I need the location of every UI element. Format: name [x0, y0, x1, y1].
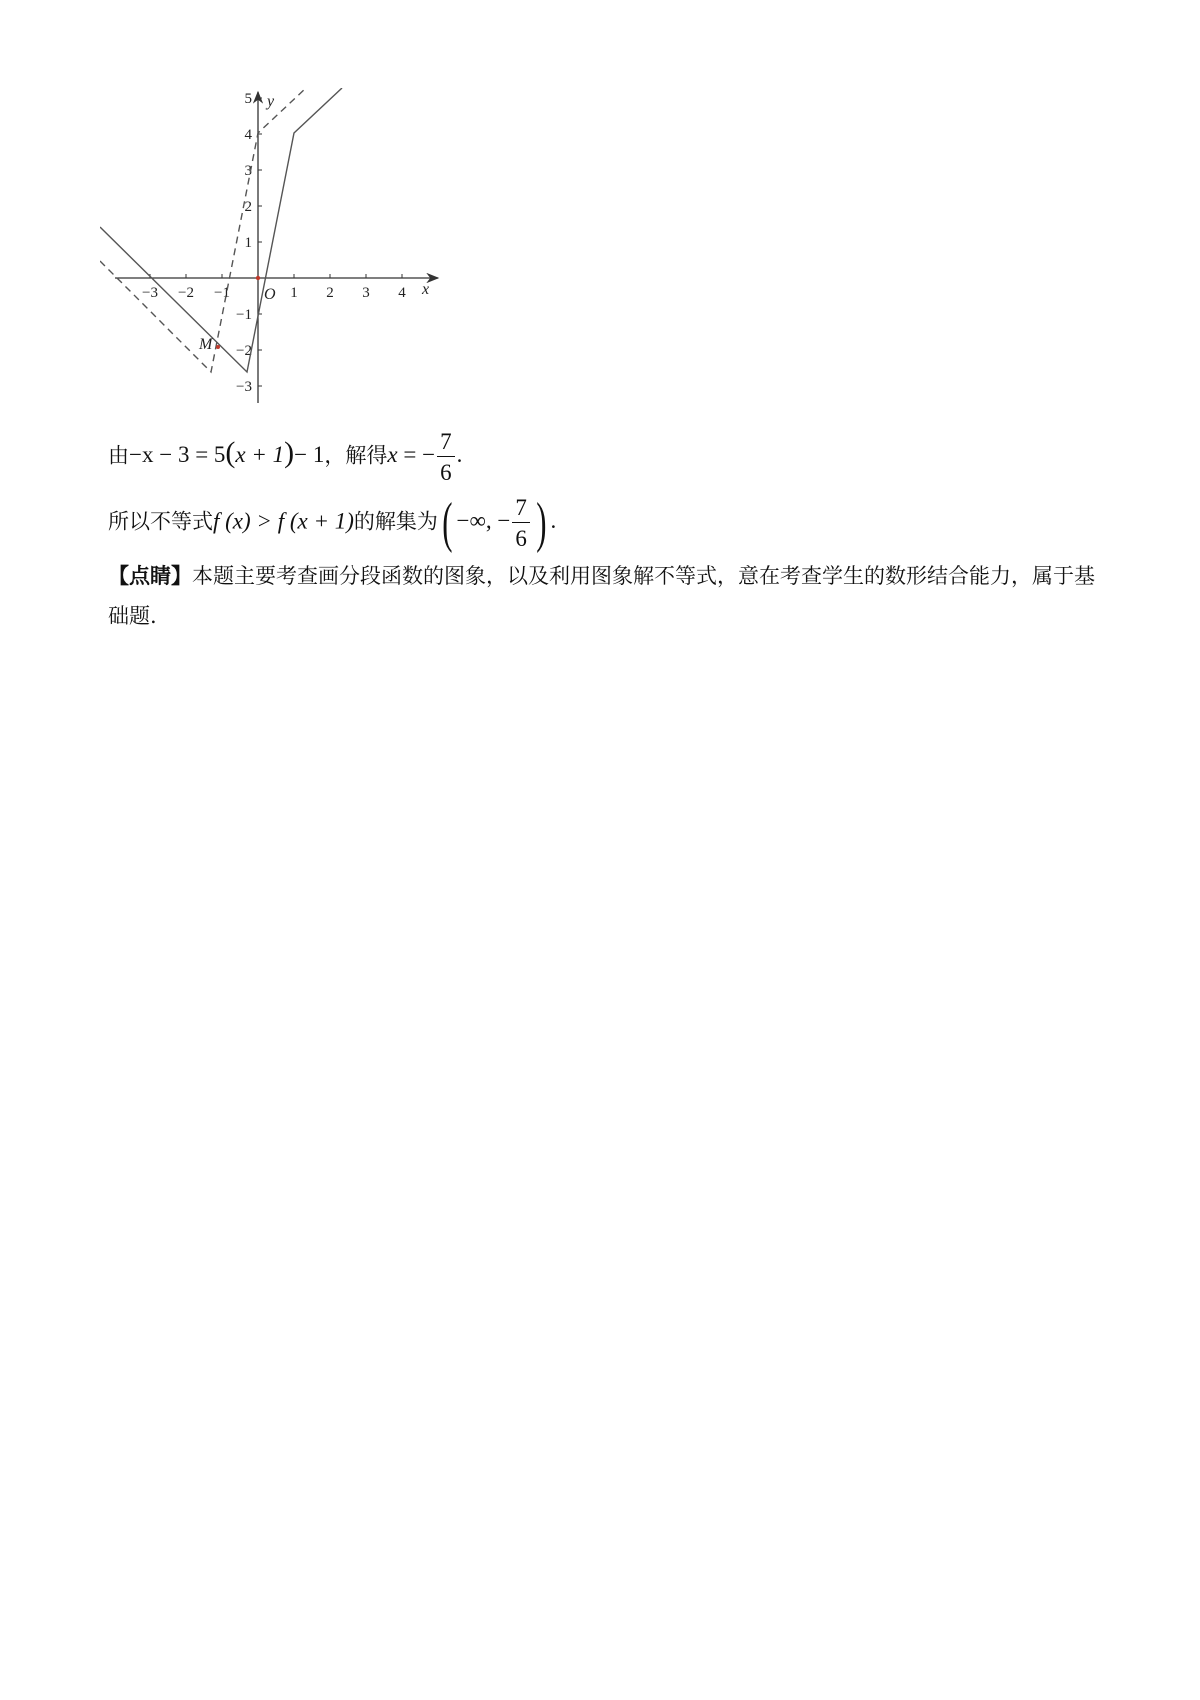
comment-text: 本题主要考查画分段函数的图象，以及利用图象解不等式，意在考查学生的数形结合能力，属于基础题. — [108, 564, 1095, 628]
x-tick-label: −1 — [214, 285, 230, 301]
origin-label: O — [264, 286, 276, 303]
y-tick-label: 5 — [244, 91, 252, 107]
step2-denominator: 6 — [515, 526, 527, 551]
step1-fraction — [437, 430, 455, 484]
x-axis-name: x — [422, 281, 430, 298]
step2-end: . — [550, 508, 557, 534]
y-axis-name: y — [267, 93, 275, 110]
step1-denominator: 6 — [440, 460, 452, 485]
point-m-label: M — [199, 336, 213, 353]
x-tick-label: 4 — [398, 285, 406, 301]
comment-paragraph — [108, 556, 1098, 636]
x-tick-label: 3 — [362, 285, 370, 301]
x-tick-label: −2 — [178, 285, 194, 301]
step1-eq: = − — [403, 442, 436, 468]
step1-lhs: −x − 3 = 5 — [129, 442, 226, 468]
step2-fraction — [512, 496, 530, 550]
y-tick-label: 1 — [244, 235, 252, 251]
x-tick-label: 2 — [326, 285, 334, 301]
step2-numerator: 7 — [512, 496, 530, 523]
x-tick-label: −3 — [142, 285, 158, 301]
step1-prefix: 由 — [108, 443, 129, 468]
step2-prefix: 所以不等式 — [108, 509, 213, 534]
y-tick-label: 2 — [244, 199, 252, 215]
step1-var: x — [387, 442, 398, 468]
step2-line: 所以不等式f (x) > f (x + 1)的解集为( −∞, − $\frac{7}{6}$ ) . — [108, 492, 557, 554]
comment-label: 【点睛】 — [108, 563, 192, 588]
y-tick-label: −3 — [236, 379, 252, 395]
step1-end: . — [456, 442, 463, 468]
function-graph — [100, 88, 450, 408]
step1-inner: x + 1 — [235, 442, 285, 468]
step1-solve-text: ，解得 — [324, 443, 388, 468]
solid-graph-f — [100, 88, 342, 372]
step1-rhs: − 1 — [294, 442, 325, 468]
y-tick-label: 3 — [244, 163, 252, 179]
origin-point — [256, 276, 260, 280]
y-tick-label: 4 — [244, 127, 252, 143]
step2-interval-start: −∞, − — [456, 508, 511, 534]
step2-inequality: f (x) > f (x + 1) — [213, 508, 354, 534]
step2-mid: 的解集为 — [353, 509, 438, 534]
point-m — [216, 345, 220, 349]
y-tick-label: −2 — [236, 343, 252, 359]
x-tick-label: 1 — [290, 285, 298, 301]
step1-line: 由−x − 3 = 5(x + 1)− 1，解得x = − $\frac{7}{6}$ . — [108, 429, 463, 485]
y-tick-label: −1 — [236, 307, 252, 323]
step1-numerator: 7 — [437, 430, 455, 457]
